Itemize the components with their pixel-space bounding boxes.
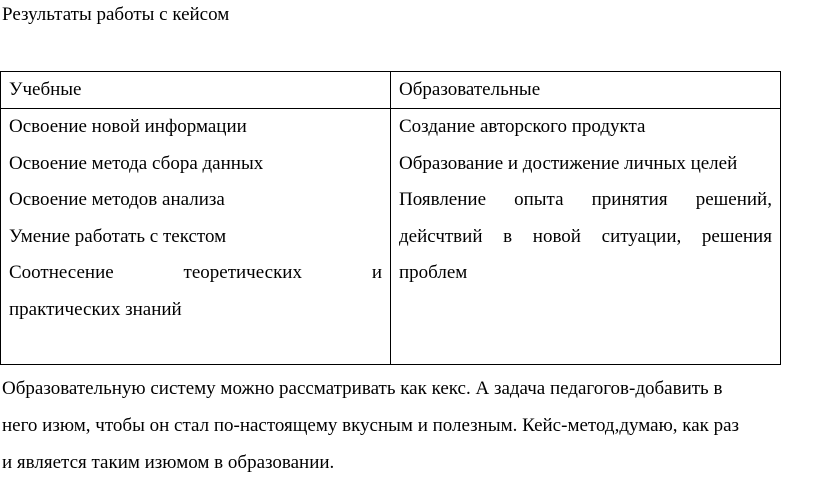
word: опыта	[514, 189, 564, 210]
word: решений,	[695, 189, 772, 210]
table-body-row	[1, 109, 781, 365]
column-header-educational: Образовательные	[391, 72, 781, 109]
list-item-justified	[399, 219, 772, 256]
list-item-justified	[9, 255, 382, 292]
paragraph-line: него изюм, чтобы он стал по-настоящему вкусным и полезным. Кейс-метод,думаю, как раз	[2, 415, 740, 436]
column-header-learning: Учебные	[1, 72, 391, 109]
word: дейсчтвий	[399, 225, 483, 247]
list-item-justified	[399, 182, 772, 219]
table-header-row	[1, 72, 781, 109]
list-item: Освоение методов анализа	[9, 189, 225, 210]
paragraph-line: Образовательную систему можно рассматривать как кекс. А задача педагогов-добавить в	[2, 378, 723, 399]
list-item: Умение работать с текстом	[9, 225, 227, 247]
paragraph-line: и является таким изюмом в образовании.	[2, 452, 335, 473]
word: теоретических	[183, 262, 302, 283]
word: принятия	[591, 189, 668, 210]
conclusion-paragraph	[2, 370, 739, 481]
list-item: Создание авторского продукта	[399, 116, 646, 137]
word: Соотнесение	[9, 262, 114, 283]
word: в	[503, 225, 513, 247]
list-item: Освоение новой информации	[9, 116, 247, 137]
list-item: Образование и достижение личных целей	[399, 152, 738, 174]
list-item: Освоение метода сбора данных	[9, 152, 264, 174]
list-item-continuation: проблем	[399, 262, 468, 283]
learning-results-cell	[1, 109, 391, 365]
results-table	[0, 71, 781, 365]
educational-results-cell	[391, 109, 781, 365]
page-title: Результаты работы с кейсом	[2, 4, 230, 25]
word: и	[371, 262, 382, 283]
word: новой	[532, 225, 581, 247]
word: Появление	[399, 189, 487, 210]
word: ситуации,	[601, 225, 682, 247]
list-item-continuation: практических знаний	[9, 298, 182, 320]
word: решения	[701, 225, 772, 247]
